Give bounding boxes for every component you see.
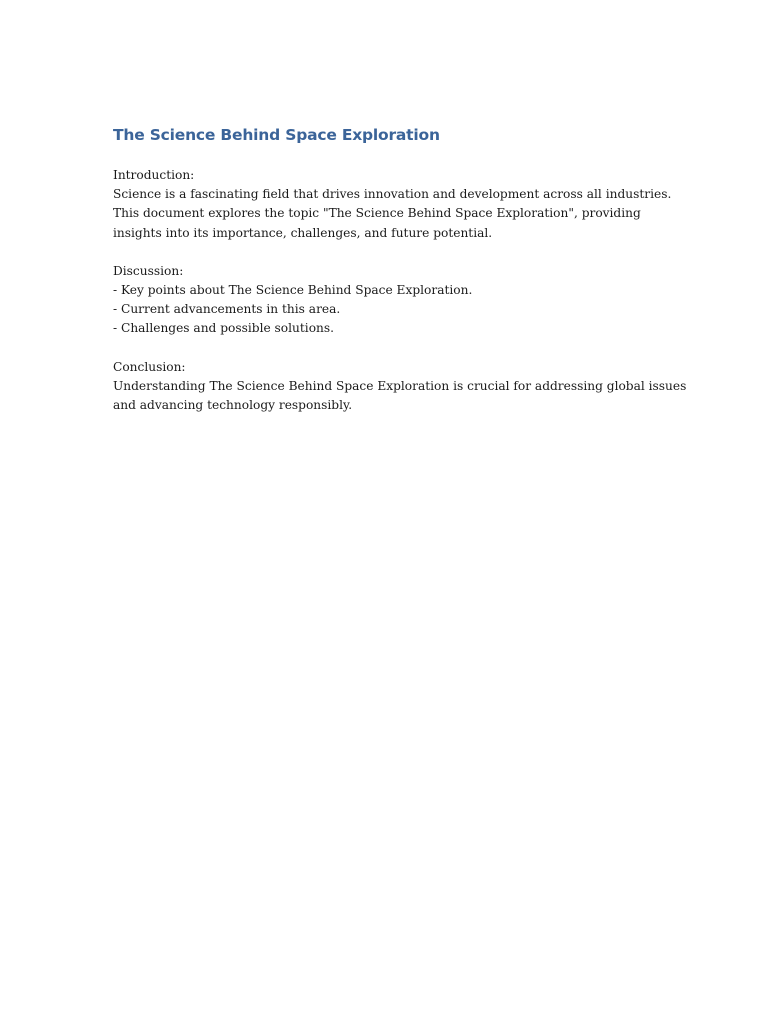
conclusion-line: and advancing technology responsibly. [113, 398, 353, 413]
discussion-heading: Discussion: [113, 263, 184, 278]
conclusion-line: Understanding The Science Behind Space Exploration is crucial for addressing global issues [113, 378, 687, 393]
document-body [113, 124, 687, 415]
introduction-line: insights into its importance, challenges, and future potential. [113, 225, 493, 240]
introduction-heading: Introduction: [113, 168, 195, 182]
discussion-bullet: - Challenges and possible solutions. [113, 321, 335, 336]
discussion-bullet: - Key points about The Science Behind Space Exploration. [113, 283, 473, 298]
introduction-line: This document explores the topic "The Science Behind Space Exploration", providing [113, 206, 641, 221]
introduction-section [113, 166, 673, 243]
conclusion-heading: Conclusion: [113, 359, 186, 374]
discussion-bullet: - Current advancements in this area. [113, 302, 341, 317]
introduction-line: Science is a fascinating field that drives innovation and development across all industries. [113, 187, 672, 202]
discussion-section [113, 262, 673, 339]
conclusion-section [113, 358, 687, 416]
document-title: The Science Behind Space Exploration [113, 126, 440, 144]
